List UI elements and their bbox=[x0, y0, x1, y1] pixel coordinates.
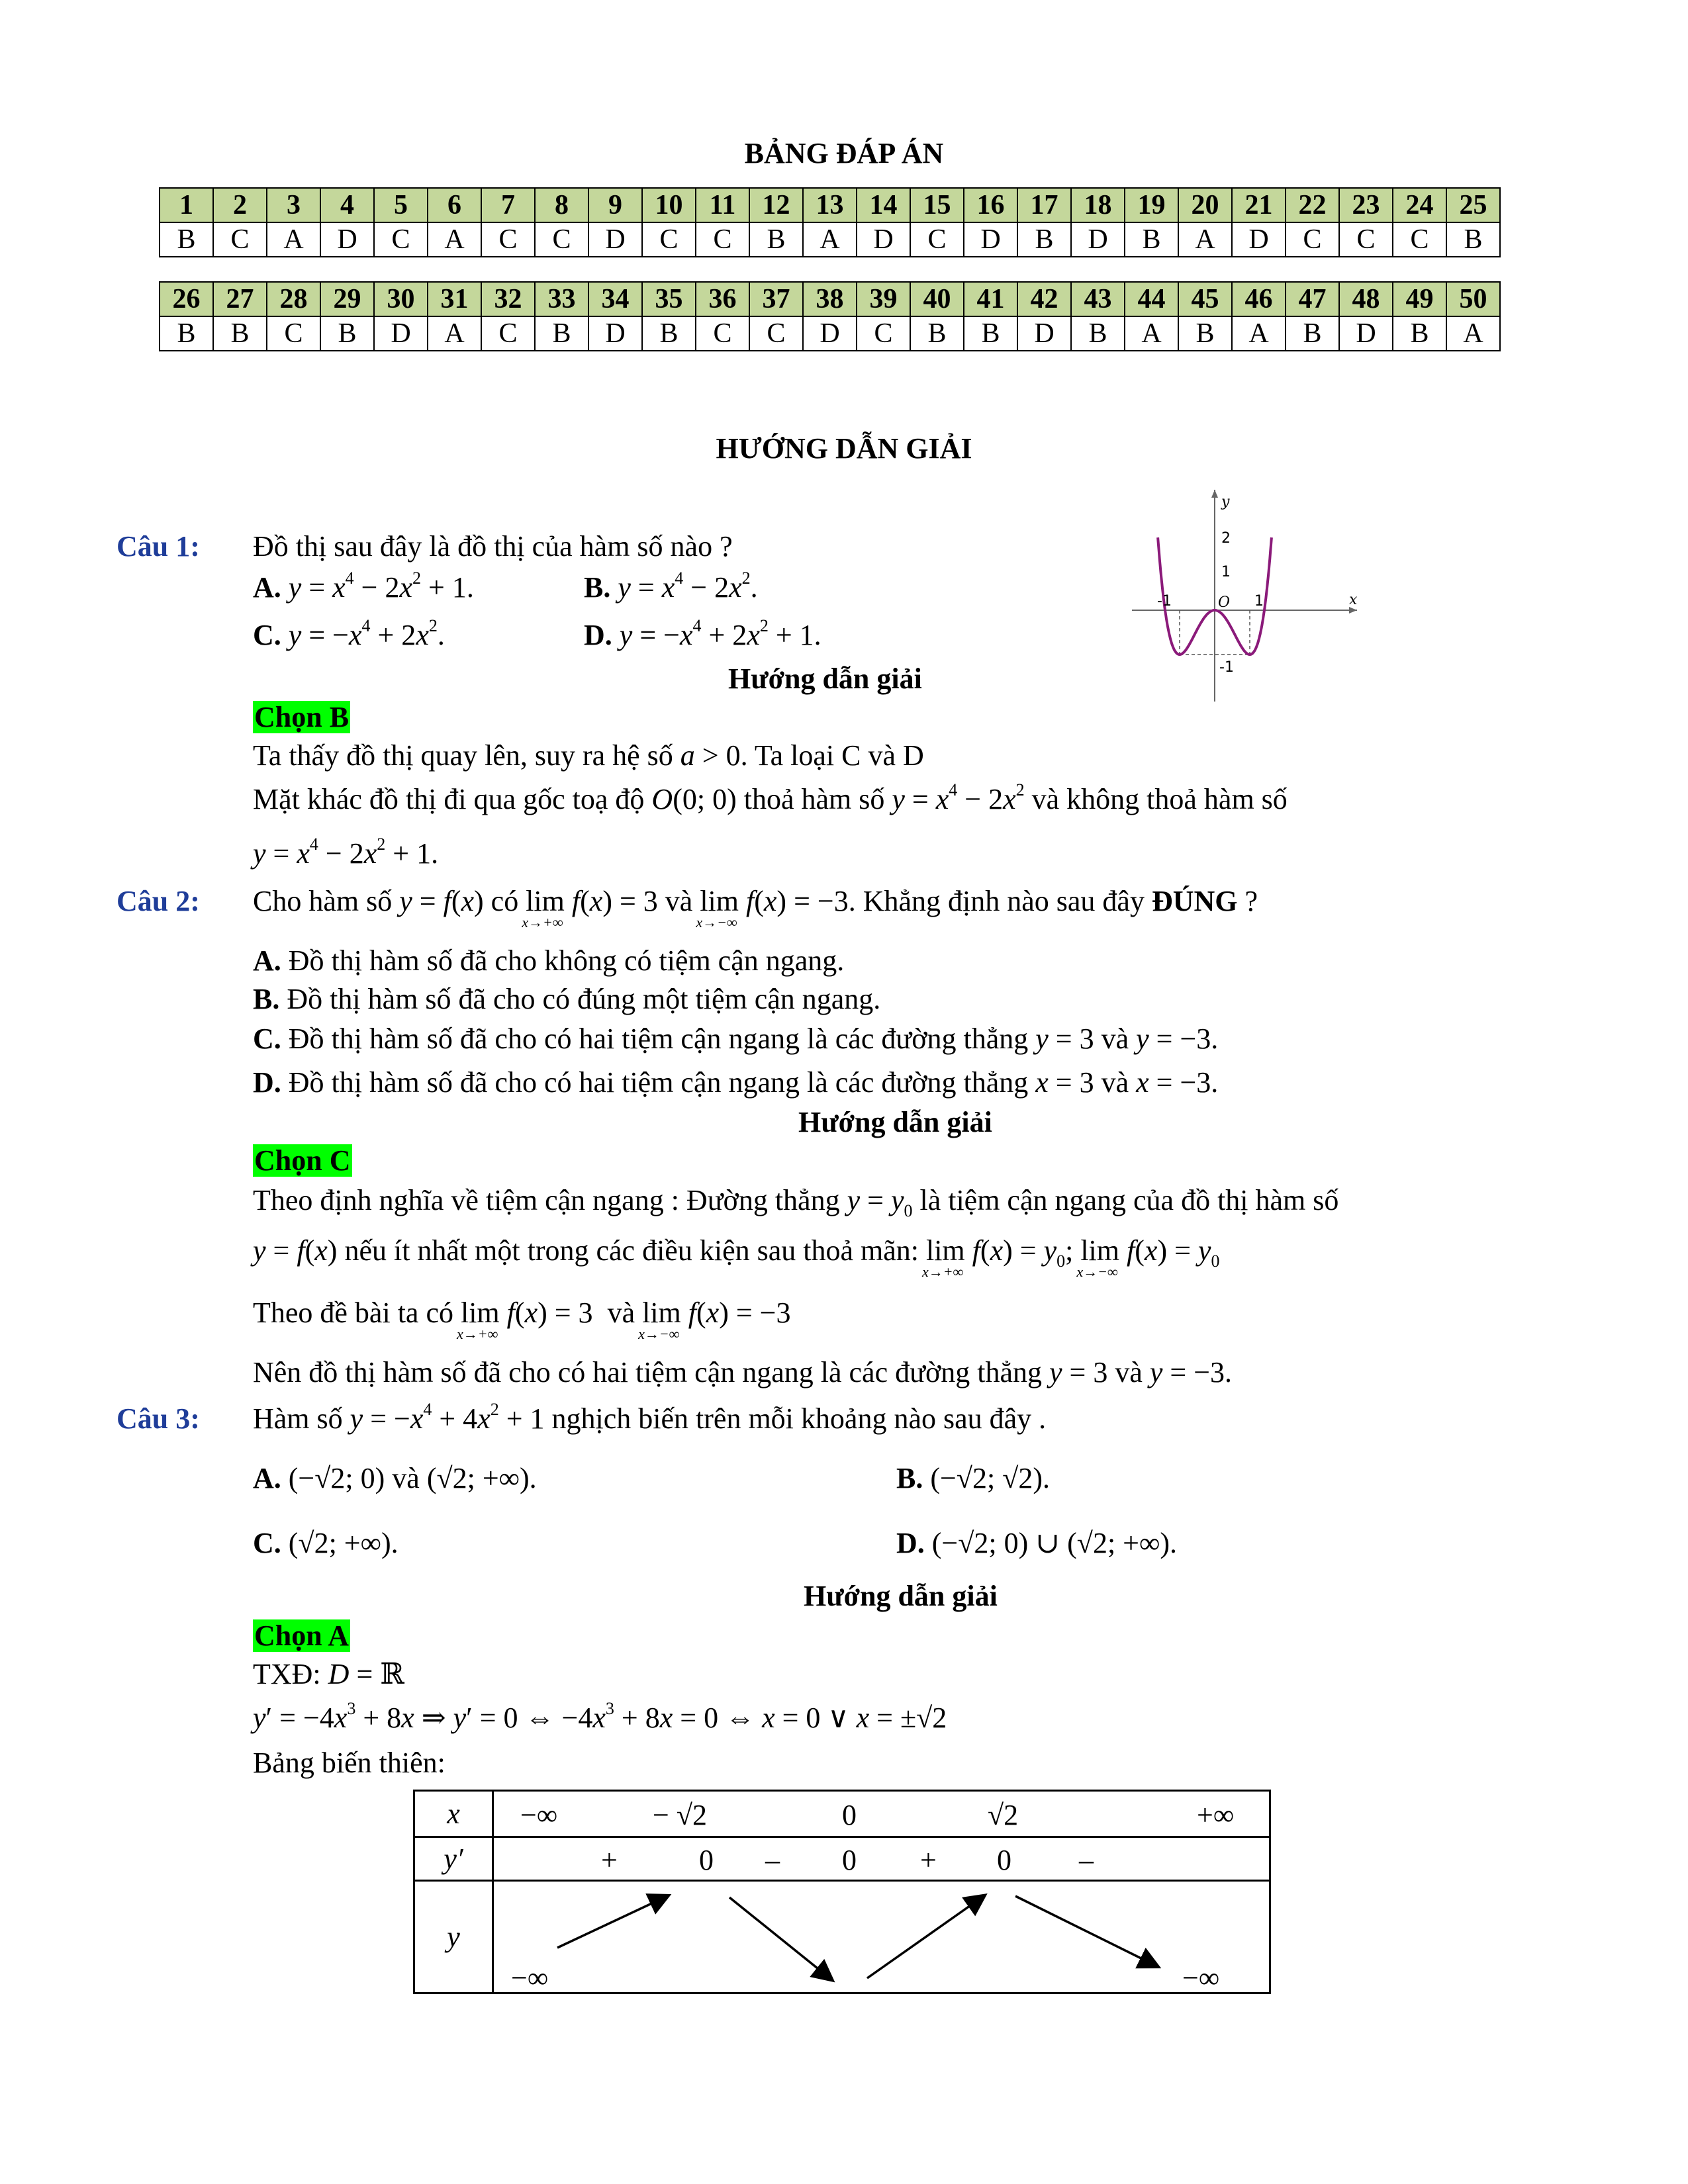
answer-letter-cell: B bbox=[1017, 222, 1071, 257]
arrow-up-2 bbox=[867, 1896, 984, 1978]
y-axis-label: y bbox=[1221, 494, 1230, 510]
answer-letter-cell: D bbox=[374, 316, 428, 351]
answer-letter-cell: D bbox=[1339, 316, 1393, 351]
tick-neg1-x: -1 bbox=[1157, 593, 1172, 610]
answer-number-cell: 5 bbox=[374, 188, 428, 222]
answer-number-cell: 47 bbox=[1286, 282, 1339, 316]
answer-number-cell: 20 bbox=[1178, 188, 1232, 222]
answer-number-cell: 39 bbox=[857, 282, 910, 316]
answer-letter-cell: B bbox=[1393, 316, 1446, 351]
answer-number-cell: 42 bbox=[1017, 282, 1071, 316]
guide-title: HƯỚNG DẪN GIẢI bbox=[716, 432, 972, 465]
q1-solution-line2: Mặt khác đồ thị đi qua gốc toạ độ O(0; 0) thoả hàm số $y = x^4 - 2x^2$ và không thoả hàm số bbox=[253, 780, 1288, 815]
answer-letter-cell: C bbox=[696, 316, 749, 351]
answer-number-cell: 12 bbox=[749, 188, 803, 222]
answer-letter-cell: C bbox=[857, 316, 910, 351]
answer-letter-cell: B bbox=[535, 316, 588, 351]
answer-number-cell: 26 bbox=[160, 282, 213, 316]
answer-number-cell: 35 bbox=[642, 282, 696, 316]
answer-letter-cell: C bbox=[642, 222, 696, 257]
answer-letter-cell: B bbox=[749, 222, 803, 257]
answer-letter-cell: B bbox=[964, 316, 1017, 351]
answer-letter-cell: C bbox=[1393, 222, 1446, 257]
answer-number-cell: 43 bbox=[1071, 282, 1125, 316]
q1-text: Đồ thị sau đây là đồ thị của hàm số nào ? bbox=[253, 530, 733, 563]
q2-choice-a: A. Đồ thị hàm số đã cho không có tiệm cận ngang. bbox=[253, 944, 845, 977]
answer-letter-cell: D bbox=[857, 222, 910, 257]
answer-number-cell: 38 bbox=[803, 282, 857, 316]
q1-choice-a: A. $y = x^4 - 2x^2 + 1$. bbox=[253, 569, 474, 604]
answer-number-cell: 6 bbox=[428, 188, 481, 222]
answer-number-cell: 36 bbox=[696, 282, 749, 316]
q3-choice-c: C. (√2; +∞). bbox=[253, 1527, 399, 1559]
q2-choice-c: C. Đồ thị hàm số đã cho có hai tiệm cận ngang là các đường thẳng y = 3 và y = −3. bbox=[253, 1023, 1219, 1055]
answer-number-cell: 30 bbox=[374, 282, 428, 316]
q1-choice-d: D. $y = -x^4 + 2x^2 + 1$. bbox=[584, 616, 821, 651]
q1-choice-c: C. $y = -x^4 + 2x^2$. bbox=[253, 616, 445, 651]
answer-number-cell: 2 bbox=[213, 188, 267, 222]
q3-bbt-label: Bảng biến thiên: bbox=[253, 1747, 445, 1779]
q2-solution-line1: Theo định nghĩa về tiệm cận ngang : Đường thẳng $y = y_0$ là tiệm cận ngang của đồ thị hàm số bbox=[253, 1184, 1339, 1220]
answer-letter-cell: B bbox=[1178, 316, 1232, 351]
q2-label: Câu 2: bbox=[117, 885, 200, 917]
answer-letter-cell: C bbox=[696, 222, 749, 257]
answer-number-cell: 40 bbox=[910, 282, 964, 316]
answer-letter-cell: B bbox=[1446, 222, 1500, 257]
answer-letter-cell: C bbox=[213, 222, 267, 257]
answer-number-cell: 17 bbox=[1017, 188, 1071, 222]
q3-solution-heading: Hướng dẫn giải bbox=[804, 1580, 998, 1612]
q3-answer: Chọn A bbox=[254, 1619, 350, 1652]
bbt-y-label: y bbox=[414, 1881, 493, 1993]
answer-letter-cell: A bbox=[803, 222, 857, 257]
answer-letter-cell: C bbox=[1339, 222, 1393, 257]
q2-solution-line3: Theo đề bài ta có lim x→+∞ f(x) = 3 và lim x→−∞ f(x) = −3 bbox=[253, 1297, 791, 1342]
answer-letter-cell: C bbox=[481, 222, 535, 257]
answer-number-cell: 14 bbox=[857, 188, 910, 222]
q1-label: Câu 1: bbox=[117, 530, 200, 563]
answer-number-cell: 44 bbox=[1125, 282, 1178, 316]
q3-domain: TXĐ: D = ℝ bbox=[253, 1658, 404, 1690]
answer-number-cell: 15 bbox=[910, 188, 964, 222]
answer-number-cell: 9 bbox=[588, 188, 642, 222]
answer-letter-cell: B bbox=[160, 316, 213, 351]
answer-number-cell: 37 bbox=[749, 282, 803, 316]
q2-text: Cho hàm số y = f(x) có lim x→+∞ f(x) = 3 và lim x→−∞ f(x) = −3. Khẳng định nào sau đây ĐÚNG ? bbox=[253, 885, 1258, 931]
q3-text: Hàm số $y = -x^4 + 4x^2 + 1$ nghịch biến trên mỗi khoảng nào sau đây . bbox=[253, 1400, 1047, 1435]
answer-number-cell: 28 bbox=[267, 282, 320, 316]
answer-number-cell: 1 bbox=[160, 188, 213, 222]
answer-letter-cell: D bbox=[588, 316, 642, 351]
q2-choice-d: D. Đồ thị hàm số đã cho có hai tiệm cận ngang là các đường thẳng x = 3 và x = −3. bbox=[253, 1066, 1219, 1099]
answer-letter-cell: A bbox=[1125, 316, 1178, 351]
answer-number-cell: 49 bbox=[1393, 282, 1446, 316]
x-axis-label: x bbox=[1349, 592, 1358, 608]
answer-letter-cell: B bbox=[642, 316, 696, 351]
arrow-down-1 bbox=[729, 1897, 831, 1979]
answer-number-cell: 22 bbox=[1286, 188, 1339, 222]
answer-letter-cell: C bbox=[481, 316, 535, 351]
answer-number-cell: 32 bbox=[481, 282, 535, 316]
origin-label: O bbox=[1218, 594, 1231, 611]
q3-derivative: $y' = -4x^3 + 8x$ ⇒ y′ = 0 ⇔ $-4x^3 + 8x = 0$ ⇔ x = 0 ∨ x = ±√2 bbox=[253, 1699, 947, 1734]
q1-solution-line3: $y = x^4 - 2x^2 + 1$. bbox=[253, 835, 439, 870]
q2-solution-line2: y = f(x) nếu ít nhất một trong các điều kiện sau thoả mãn: lim x→+∞ $f(x) = y_0$; lim x→−∞ $f(x) = y_0$ bbox=[253, 1234, 1220, 1280]
answer-table-2 bbox=[159, 281, 1501, 351]
answer-number-cell: 19 bbox=[1125, 188, 1178, 222]
bbt-yprime-label: y′ bbox=[414, 1837, 493, 1881]
tick-1-y: 1 bbox=[1221, 564, 1231, 580]
q3-choice-a: A. (−√2; 0) và (√2; +∞). bbox=[253, 1462, 537, 1494]
q3-choice-d: D. (−√2; 0) ∪ (√2; +∞). bbox=[896, 1527, 1177, 1559]
arrow-down-2 bbox=[1015, 1896, 1157, 1966]
answer-table-1 bbox=[159, 187, 1501, 257]
answer-number-cell: 3 bbox=[267, 188, 320, 222]
answer-number-cell: 25 bbox=[1446, 188, 1500, 222]
variation-table bbox=[413, 1790, 1271, 1994]
answer-letter-cell: C bbox=[374, 222, 428, 257]
answer-letter-cell: B bbox=[910, 316, 964, 351]
answer-letter-cell: D bbox=[1071, 222, 1125, 257]
answer-letter-cell: D bbox=[320, 222, 374, 257]
answer-number-cell: 34 bbox=[588, 282, 642, 316]
answer-number-cell: 33 bbox=[535, 282, 588, 316]
answer-letter-cell: A bbox=[1178, 222, 1232, 257]
answer-number-cell: 4 bbox=[320, 188, 374, 222]
y-axis-arrow bbox=[1211, 490, 1218, 498]
q1-solution-heading: Hướng dẫn giải bbox=[728, 662, 922, 695]
answer-number-cell: 21 bbox=[1232, 188, 1286, 222]
answer-letter-cell: A bbox=[1446, 316, 1500, 351]
bbt-yprime-row: + 0 – 0 + 0 – bbox=[493, 1837, 1270, 1881]
answer-letter-cell: A bbox=[1232, 316, 1286, 351]
answer-letter-cell: B bbox=[1286, 316, 1339, 351]
answer-number-cell: 50 bbox=[1446, 282, 1500, 316]
answer-letter-cell: C bbox=[535, 222, 588, 257]
answer-letter-cell: D bbox=[1017, 316, 1071, 351]
answer-number-cell: 24 bbox=[1393, 188, 1446, 222]
answer-letter-cell: C bbox=[910, 222, 964, 257]
answer-letter-cell: C bbox=[749, 316, 803, 351]
bbt-arrows bbox=[494, 1882, 1272, 1994]
answer-number-cell: 46 bbox=[1232, 282, 1286, 316]
bbt-y-row: −∞ −∞ bbox=[493, 1881, 1270, 1993]
q2-solution-line4: Nên đồ thị hàm số đã cho có hai tiệm cận ngang là các đường thẳng y = 3 và y = −3. bbox=[253, 1356, 1233, 1388]
answer-letter-cell: D bbox=[803, 316, 857, 351]
answer-number-cell: 41 bbox=[964, 282, 1017, 316]
answer-number-cell: 8 bbox=[535, 188, 588, 222]
answer-letter-cell: A bbox=[428, 222, 481, 257]
answer-letter-cell: A bbox=[267, 222, 320, 257]
answer-letter-cell: D bbox=[964, 222, 1017, 257]
arrow-up-1 bbox=[557, 1896, 667, 1948]
answer-number-cell: 18 bbox=[1071, 188, 1125, 222]
q1-solution-line1: Ta thấy đồ thị quay lên, suy ra hệ số a > 0. Ta loại C và D bbox=[253, 739, 924, 772]
tick-2-y: 2 bbox=[1221, 530, 1231, 547]
function-graph bbox=[1119, 486, 1370, 702]
answer-letter-cell: A bbox=[428, 316, 481, 351]
tick-neg1-y: -1 bbox=[1219, 659, 1234, 676]
q1-choice-b: B. $y = x^4 - 2x^2$. bbox=[584, 569, 758, 604]
bbt-x-label: x bbox=[414, 1791, 493, 1837]
q2-answer: Chọn C bbox=[254, 1144, 351, 1177]
answer-number-cell: 48 bbox=[1339, 282, 1393, 316]
answer-number-cell: 45 bbox=[1178, 282, 1232, 316]
tick-1-x: 1 bbox=[1254, 593, 1264, 610]
q3-label: Câu 3: bbox=[117, 1402, 200, 1435]
bbt-x-row: −∞ − √2 0 √2 +∞ bbox=[493, 1791, 1270, 1837]
answer-letter-cell: D bbox=[1232, 222, 1286, 257]
answer-letter-cell: D bbox=[588, 222, 642, 257]
answer-number-cell: 11 bbox=[696, 188, 749, 222]
answer-number-cell: 23 bbox=[1339, 188, 1393, 222]
q2-choice-b: B. Đồ thị hàm số đã cho có đúng một tiệm cận ngang. bbox=[253, 983, 881, 1015]
answer-number-cell: 10 bbox=[642, 188, 696, 222]
q2-solution-heading: Hướng dẫn giải bbox=[798, 1106, 992, 1138]
q3-choice-b: B. (−√2; √2). bbox=[896, 1462, 1050, 1494]
answer-number-cell: 7 bbox=[481, 188, 535, 222]
answer-letter-cell: B bbox=[1125, 222, 1178, 257]
answer-letter-cell: B bbox=[160, 222, 213, 257]
answer-letter-cell: C bbox=[267, 316, 320, 351]
answer-letter-cell: B bbox=[1071, 316, 1125, 351]
answer-number-cell: 16 bbox=[964, 188, 1017, 222]
answer-number-cell: 29 bbox=[320, 282, 374, 316]
answer-table-title: BẢNG ĐÁP ÁN bbox=[744, 137, 944, 169]
answer-number-cell: 31 bbox=[428, 282, 481, 316]
q1-answer: Chọn B bbox=[254, 701, 350, 733]
answer-letter-cell: C bbox=[1286, 222, 1339, 257]
answer-letter-cell: B bbox=[213, 316, 267, 351]
answer-number-cell: 13 bbox=[803, 188, 857, 222]
answer-letter-cell: B bbox=[320, 316, 374, 351]
answer-number-cell: 27 bbox=[213, 282, 267, 316]
